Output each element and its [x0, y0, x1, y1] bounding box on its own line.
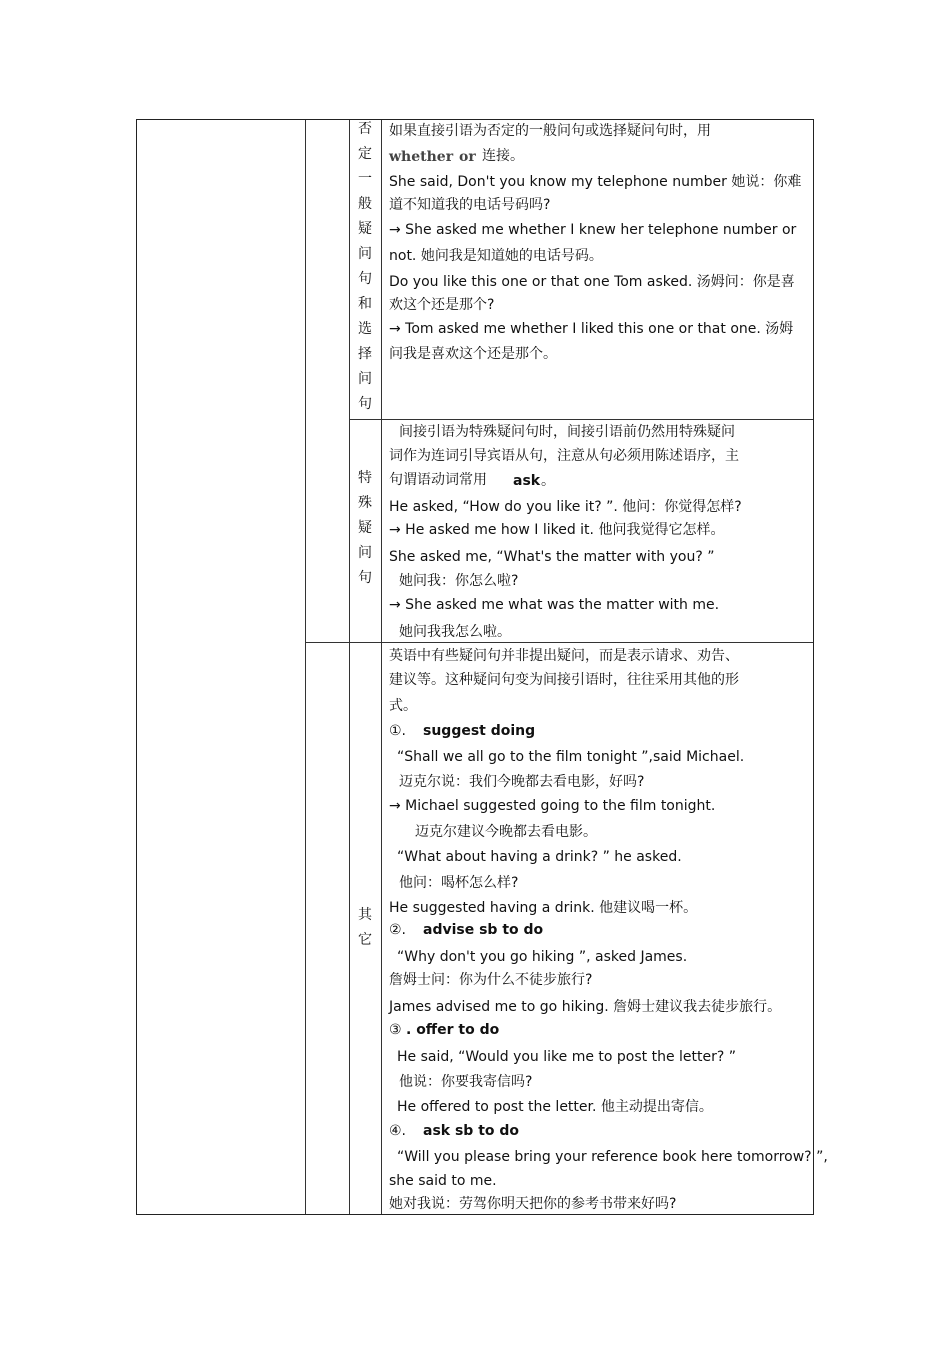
- text-line: 连接。: [482, 148, 524, 164]
- text-line: → She asked me what was the matter with me.: [389, 597, 720, 613]
- label-char: 择: [358, 346, 372, 362]
- label-char: 殊: [358, 495, 372, 511]
- label-char: 选: [358, 321, 372, 337]
- label-char: 其: [358, 907, 372, 923]
- text-line: She said, Don't you know my telephone number 她说：你难: [389, 174, 802, 190]
- text-line: 句谓语动词常用: [389, 472, 487, 488]
- item-heading: suggest doing: [423, 723, 536, 739]
- section-label-special: [349, 466, 381, 591]
- text-line: → Michael suggested going to the film tonight.: [389, 798, 716, 814]
- text-line: 迈克尔建议今晚都去看电影。: [415, 824, 597, 840]
- text-line: 她问我：你怎么啦?: [399, 573, 519, 589]
- label-char: 它: [358, 932, 372, 948]
- item-heading: advise sb to do: [423, 922, 544, 938]
- label-char: 问: [358, 246, 372, 262]
- text-line: → He asked me how I liked it. 他问我觉得它怎样。: [389, 522, 725, 538]
- text-line: 。: [541, 473, 555, 489]
- text-line: “What about having a drink? ” he asked.: [397, 849, 682, 865]
- item-number: ④.: [389, 1123, 407, 1139]
- text-line: 她对我说：劳驾你明天把你的参考书带来好吗?: [389, 1196, 677, 1212]
- text-line: He said, “Would you like me to post the letter? ”: [397, 1049, 737, 1065]
- item-number: ①.: [389, 723, 407, 739]
- text-line: “Shall we all go to the film tonight ”,said Michael.: [397, 749, 745, 765]
- text-line: 建议等。这种疑问句变为间接引语时，往往采用其他的形: [389, 672, 739, 688]
- row-divider: [305, 642, 813, 643]
- keyword-or: or: [459, 149, 476, 165]
- item-heading: . offer to do: [406, 1022, 500, 1038]
- text-line: 间接引语为特殊疑问句时，间接引语前仍然用特殊疑问: [399, 424, 735, 440]
- label-char: 和: [358, 296, 372, 312]
- text-line: She asked me, “What's the matter with you? ”: [389, 549, 715, 565]
- label-char: 疑: [358, 221, 372, 237]
- text-line: → She asked me whether I knew her telephone number or: [389, 222, 797, 238]
- section-label-other: [349, 903, 381, 953]
- text-line: James advised me to go hiking. 詹姆士建议我去徒步旅行。: [389, 999, 782, 1015]
- text-line: “Why don't you go hiking ”, asked James.: [397, 949, 688, 965]
- text-line: 式。: [389, 698, 417, 714]
- label-char: 特: [358, 470, 372, 486]
- text-line: 她问我我怎么啦。: [399, 624, 511, 640]
- text-line: 如果直接引语为否定的一般问句或选择疑问句时，用: [389, 123, 711, 139]
- text-line: 词作为连词引导宾语从句，注意从句必须用陈述语序，主: [389, 448, 739, 464]
- text-line: He offered to post the letter. 他主动提出寄信。: [397, 1099, 713, 1115]
- text-line: He asked, “How do you like it? ”. 他问：你觉得怎样?: [389, 499, 742, 515]
- row-divider: [349, 419, 813, 420]
- text-line: she said to me.: [389, 1173, 497, 1189]
- text-line: Do you like this one or that one Tom asked. 汤姆问：你是喜: [389, 274, 795, 290]
- label-char: 句: [358, 271, 372, 287]
- text-line: He suggested having a drink. 他建议喝一杯。: [389, 900, 698, 916]
- label-char: 问: [358, 545, 372, 561]
- label-char: 否: [358, 121, 372, 137]
- grammar-table: [136, 119, 828, 1215]
- keyword-ask: ask: [513, 473, 541, 489]
- label-char: 般: [358, 196, 372, 212]
- label-char: 句: [358, 570, 372, 586]
- text-line: → Tom asked me whether I liked this one or that one. 汤姆: [389, 321, 794, 337]
- column-divider: [305, 120, 306, 1214]
- item-number: ②.: [389, 922, 407, 938]
- label-char: 一: [358, 171, 372, 187]
- text-line: 詹姆士问：你为什么不徒步旅行?: [389, 972, 593, 988]
- text-line: “Will you please bring your reference book here tomorrow? ”,: [397, 1149, 828, 1165]
- item-number: ③: [389, 1022, 402, 1038]
- section-label-negative: [349, 117, 381, 417]
- text-line: 问我是喜欢这个还是那个。: [389, 346, 557, 362]
- text-line: 迈克尔说：我们今晚都去看电影，好吗?: [399, 774, 645, 790]
- text-line: 道不知道我的电话号码吗?: [389, 197, 551, 213]
- text-line: 欢这个还是那个?: [389, 297, 495, 313]
- keyword-whether: whether: [389, 149, 454, 165]
- text-line: 英语中有些疑问句并非提出疑问，而是表示请求、劝告、: [389, 648, 739, 664]
- label-char: 定: [358, 146, 372, 162]
- item-heading: ask sb to do: [423, 1123, 520, 1139]
- text-line: not. 她问我是知道她的电话号码。: [389, 248, 603, 264]
- label-char: 句: [358, 396, 372, 412]
- label-char: 疑: [358, 520, 372, 536]
- column-divider: [381, 120, 382, 1214]
- text-line: 他问：喝杯怎么样?: [399, 875, 519, 891]
- text-line: 他说：你要我寄信吗?: [399, 1074, 533, 1090]
- label-char: 问: [358, 371, 372, 387]
